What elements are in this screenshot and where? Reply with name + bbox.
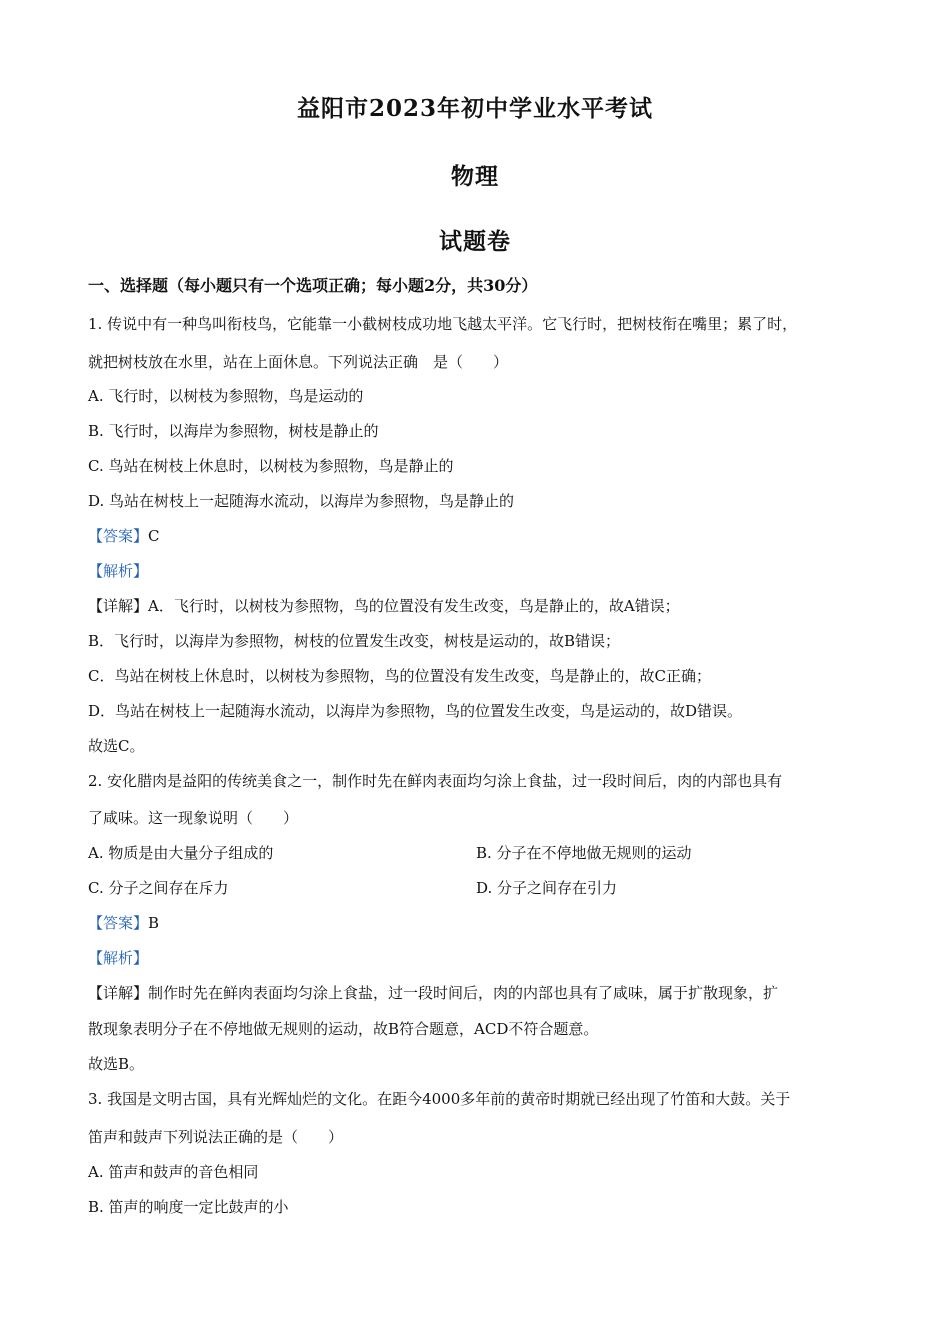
q2-analysis-tag: 【解析】 [88, 949, 149, 967]
q2-stem-line2: 了咸味。这一现象说明（ ） [88, 809, 299, 827]
q1-option-a: A. 飞行时，以树枝为参照物，鸟是运动的 [88, 387, 364, 405]
q3-stem-line2: 笛声和鼓声下列说法正确的是（ ） [88, 1128, 344, 1146]
q2-option-c: C. 分子之间存在斥力 [88, 879, 229, 897]
exam-title: 益阳市2023年初中学业水平考试 [296, 95, 653, 122]
q1-detail-d: D．鸟站在树枝上一起随海水流动，以海岸为参照物，鸟的位置发生改变，鸟是运动的，故D错误。 [88, 702, 743, 720]
subject-title: 物理 [451, 163, 499, 190]
q3-stem-line1: 3. 我国是文明古国，具有光辉灿烂的文化。在距今4000多年前的黄帝时期就已经出现了竹笛和大鼓。关于 [88, 1090, 791, 1108]
q2-option-a: A. 物质是由大量分子组成的 [88, 844, 274, 862]
q1-option-d: D. 鸟站在树枝上一起随海水流动，以海岸为参照物，鸟是静止的 [88, 492, 515, 510]
detail-tag: 【详解】 [88, 597, 149, 615]
q2-option-d: D. 分子之间存在引力 [476, 879, 618, 897]
q3-option-a: A. 笛声和鼓声的音色相同 [88, 1163, 259, 1181]
q2-detail-line1 [88, 983, 778, 1003]
q1-answer: C [148, 527, 160, 545]
q2-option-b: B. 分子在不停地做无规则的运动 [476, 844, 692, 862]
answer-tag: 【答案】 [88, 527, 149, 545]
q1-detail-line1 [88, 596, 680, 616]
q2-conclusion: 故选B。 [88, 1055, 145, 1073]
q2-answer: B [148, 914, 160, 932]
answer-tag: 【答案】 [88, 914, 149, 932]
q2-stem-line1: 2. 安化腊肉是益阳的传统美食之一，制作时先在鲜肉表面均匀涂上食盐，过一段时间后，肉的内部也具有 [88, 772, 783, 790]
q1-stem-line1: 1. 传说中有一种鸟叫衔枝鸟，它能靠一小截树枝成功地飞越太平洋。它飞行时，把树枝衔在嘴里；累了时， [88, 315, 798, 333]
q1-option-c: C. 鸟站在树枝上休息时，以树枝为参照物，鸟是静止的 [88, 457, 454, 475]
q1-answer-line [88, 526, 160, 546]
q1-detail-c: C．鸟站在树枝上休息时，以树枝为参照物，鸟的位置没有发生改变，鸟是静止的，故C正确； [88, 667, 711, 685]
q2-answer-line [88, 913, 159, 933]
section-heading: 一、选择题（每小题只有一个选项正确；每小题2分，共30分） [88, 276, 538, 295]
q1-conclusion: 故选C。 [88, 737, 145, 755]
q1-detail-b: B．飞行时，以海岸为参照物，树枝的位置发生改变，树枝是运动的，故B错误； [88, 632, 621, 650]
q3-option-b: B. 笛声的响度一定比鼓声的小 [88, 1198, 289, 1216]
q1-option-b: B. 飞行时，以海岸为参照物，树枝是静止的 [88, 422, 379, 440]
q1-analysis-tag: 【解析】 [88, 562, 149, 580]
q2-detail-text1: 制作时先在鲜肉表面均匀涂上食盐，过一段时间后，肉的内部也具有了咸味，属于扩散现象，扩 [148, 984, 779, 1002]
q1-detail-a: A．飞行时，以树枝为参照物，鸟的位置没有发生改变，鸟是静止的，故A错误； [148, 597, 680, 615]
detail-tag: 【详解】 [88, 984, 149, 1002]
q1-stem-line2: 就把树枝放在水里，站在上面休息。下列说法正确 是（ ） [88, 353, 509, 371]
q2-detail-line2: 散现象表明分子在不停地做无规则的运动，故B符合题意，ACD不符合题意。 [88, 1020, 599, 1038]
paper-title: 试题卷 [439, 228, 511, 255]
